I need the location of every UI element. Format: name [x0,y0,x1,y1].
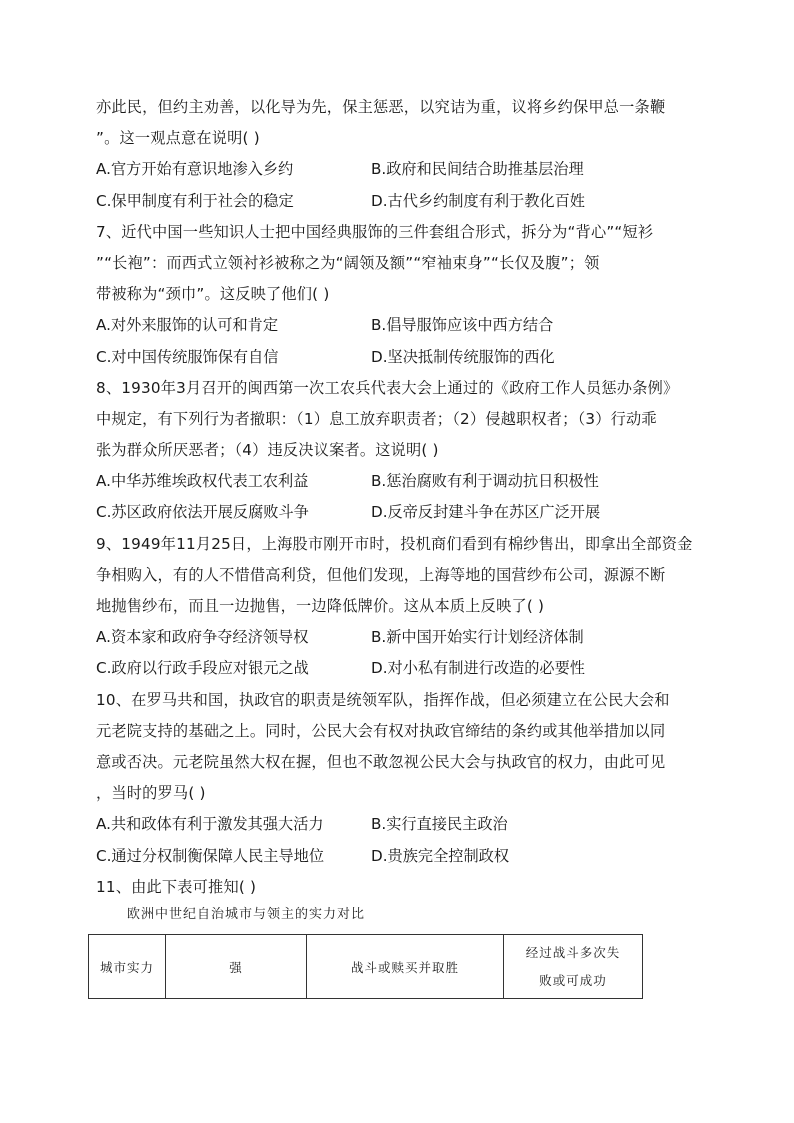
q9-option-a: A.资本家和政府争夺经济领导权 [96,628,309,647]
table-caption: 欧洲中世纪自治城市与领主的实力对比 [127,907,366,922]
q6-option-a: A.官方开始有意识地渗入乡约 [96,160,294,179]
q6-options-row [96,154,698,185]
table-cell-outcome-alt [504,935,643,999]
table-cell-line: 败或可成功 [539,972,607,988]
q9-stem-line: 9、1949年11月25日，上海股市刚开市时，投机商们看到有棉纱售出，即拿出全部资金 [96,534,693,553]
q6-stem-line: 亦此民，但约主劝善，以化导为先，保主惩恶，以究诘为重，议将乡约保甲总一条鞭 [96,98,666,116]
q10-stem-line: 10、在罗马共和国，执政官的职责是统领军队，指挥作战，但必须建立在公民大会和 [96,690,670,709]
q7-stem-line: ”“长袍”：而西式立领衬衫被称之为“阔领及额”“窄袖束身”“长仅及腹”；领 [96,253,600,272]
q10-option-a: A.共和政体有利于激发其强大活力 [96,815,324,834]
q10-option-c: C.通过分权制衡保障人民主导地位 [96,846,325,865]
q11-stem: 11、由此下表可推知( ) [96,877,257,896]
q6-option-c: C.保甲制度有利于社会的稳定 [96,191,294,210]
table-cell-strong: 强 [166,935,307,999]
q6-options-row [96,186,698,217]
table-cell-city-strength: 城市实力 [89,935,166,999]
q10-options-row [96,841,698,872]
q9-option-b: B.新中国开始实行计划经济体制 [371,628,584,647]
q9-options-row [96,653,698,684]
q6-option-b: B.政府和民间结合助推基层治理 [371,160,584,179]
q7-options-row [96,342,698,373]
q10-option-b: B.实行直接民主政治 [371,815,508,834]
q8-stem-line: 中规定，有下列行为者撤职：（1）息工放弃职责者；（2）侵越职权者；（3）行动乖 [96,409,657,428]
q8-stem-line: 8、1930年3月召开的闽西第一次工农兵代表大会上通过的《政府工作人员惩办条例》 [96,378,679,397]
q10-options-row [96,809,698,840]
q10-stem-line: ，当时的罗马( ) [96,784,206,803]
q8-option-c: C.苏区政府依法开展反腐败斗争 [96,503,309,522]
q10-option-d: D.贵族完全控制政权 [371,846,510,865]
q10-stem-line: 意或否决。元老院虽然大权在握，但也不敢忽视公民大会与执政官的权力，由此可见 [96,752,666,771]
table-cell-line: 经过战斗多次失 [525,944,621,960]
q10-stem-line: 元老院支持的基础之上。同时，公民大会有权对执政官缔结的条约或其他举措加以同 [96,721,666,740]
q6-option-d: D.古代乡约制度有利于教化百姓 [371,191,585,210]
q8-option-d: D.反帝反封建斗争在苏区广泛开展 [371,503,601,522]
q8-stem-line: 张为群众所厌恶者；（4）违反决议案者。这说明( ) [96,441,439,460]
q7-option-c: C.对中国传统服饰保有自信 [96,347,279,366]
table-row [89,935,643,999]
table-cell-outcome: 战斗或赎买并取胜 [307,935,504,999]
q7-stem-line: 带被称为“颈巾”。这反映了他们( ) [96,285,330,304]
q8-options-row [96,497,698,528]
q7-stem-line: 7、近代中国一些知识人士把中国经典服饰的三件套组合形式，拆分为“背心”“短衫 [96,222,654,241]
exam-page [96,92,698,903]
q8-option-a: A.中华苏维埃政权代表工农利益 [96,472,309,491]
q9-stem-line: 地抛售纱布，而且一边抛售，一边降低牌价。这从本质上反映了( ) [96,597,545,615]
q8-option-b: B.惩治腐败有利于调动抗日积极性 [371,472,599,491]
q7-option-d: D.坚决抵制传统服饰的西化 [371,347,555,366]
q7-option-a: A.对外来服饰的认可和肯定 [96,316,279,335]
q9-options-row [96,622,698,653]
q8-options-row [96,466,698,497]
q9-option-d: D.对小私有制进行改造的必要性 [371,659,585,678]
q9-option-c: C.政府以行政手段应对银元之战 [96,659,309,678]
q7-options-row [96,310,698,341]
comparison-table [88,934,643,999]
q6-stem-line: ”。这一观点意在说明( ) [96,129,260,148]
q9-stem-line: 争相购入，有的人不惜借高利贷，但他们发现，上海等地的国营纱布公司，源源不断 [96,565,666,584]
q7-option-b: B.倡导服饰应该中西方结合 [371,316,554,335]
